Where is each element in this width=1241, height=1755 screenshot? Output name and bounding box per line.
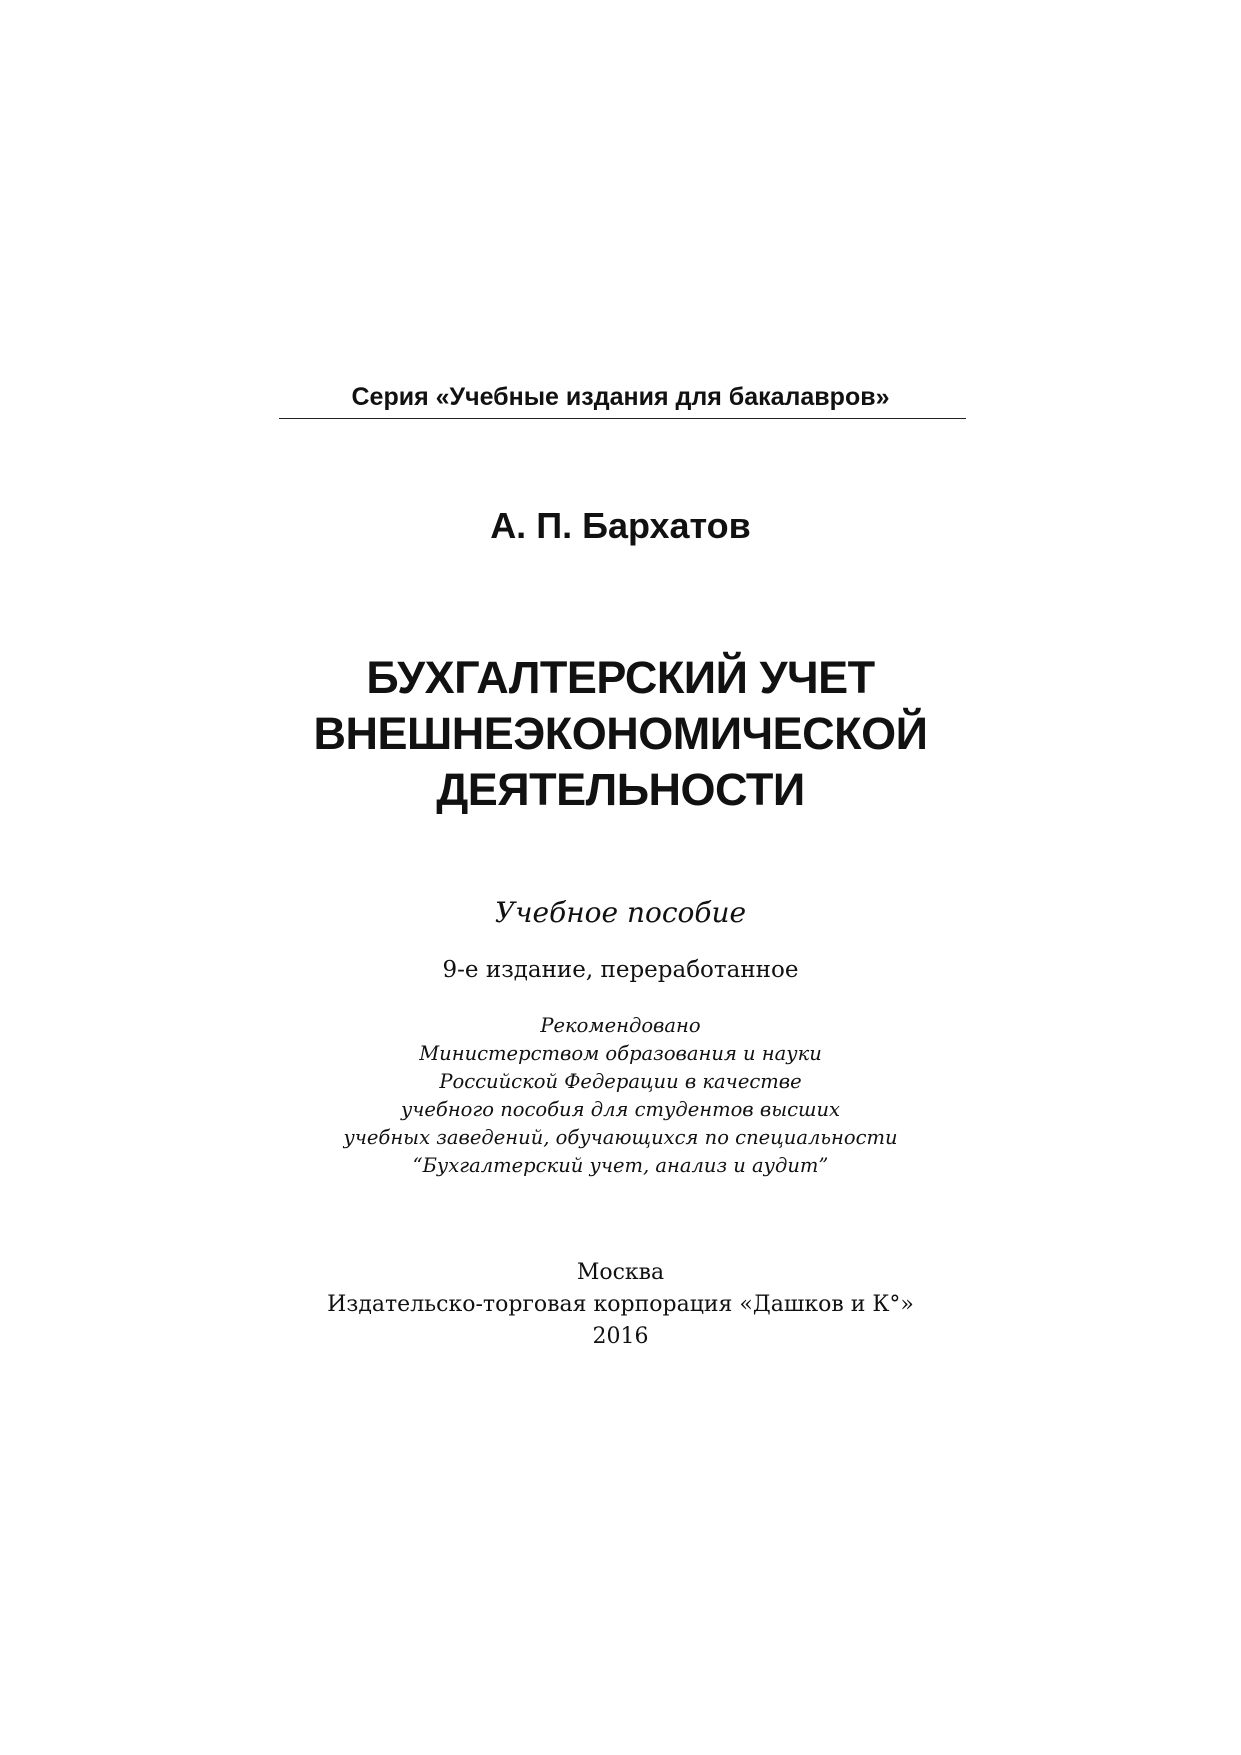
series-divider: [279, 418, 966, 419]
author-name: А. П. Бархатов: [490, 505, 751, 546]
imprint-year: 2016: [592, 1324, 649, 1349]
book-title: [0, 650, 1241, 818]
book-subtitle: Учебное пособие: [494, 896, 747, 929]
recommendation-line: Рекомендовано: [540, 1014, 701, 1037]
recommendation-line: учебных заведений, обучающихся по специальности: [343, 1126, 898, 1149]
recommendation-line: “Бухгалтерский учет, анализ и аудит”: [412, 1154, 829, 1177]
recommendation-line: учебного пособия для студентов высших: [400, 1098, 841, 1121]
imprint-publisher: Издательско-торговая корпорация «Дашков и К°»: [327, 1292, 914, 1317]
recommendation-block: [0, 1012, 1241, 1180]
recommendation-line: Министерством образования и науки: [419, 1042, 822, 1065]
imprint-city: Москва: [576, 1260, 665, 1285]
book-title-line: ДЕЯТЕЛЬНОСТИ: [436, 764, 805, 815]
imprint-block: [0, 1257, 1241, 1353]
book-title-line: БУХГАЛТЕРСКИЙ УЧЕТ: [366, 652, 875, 703]
series-name: Серия «Учебные издания для бакалавров»: [351, 383, 890, 411]
edition-note: 9-е издание, переработанное: [442, 957, 799, 983]
recommendation-line: Российской Федерации в качестве: [439, 1070, 802, 1093]
book-title-line: ВНЕШНЕЭКОНОМИЧЕСКОЙ: [313, 708, 928, 759]
